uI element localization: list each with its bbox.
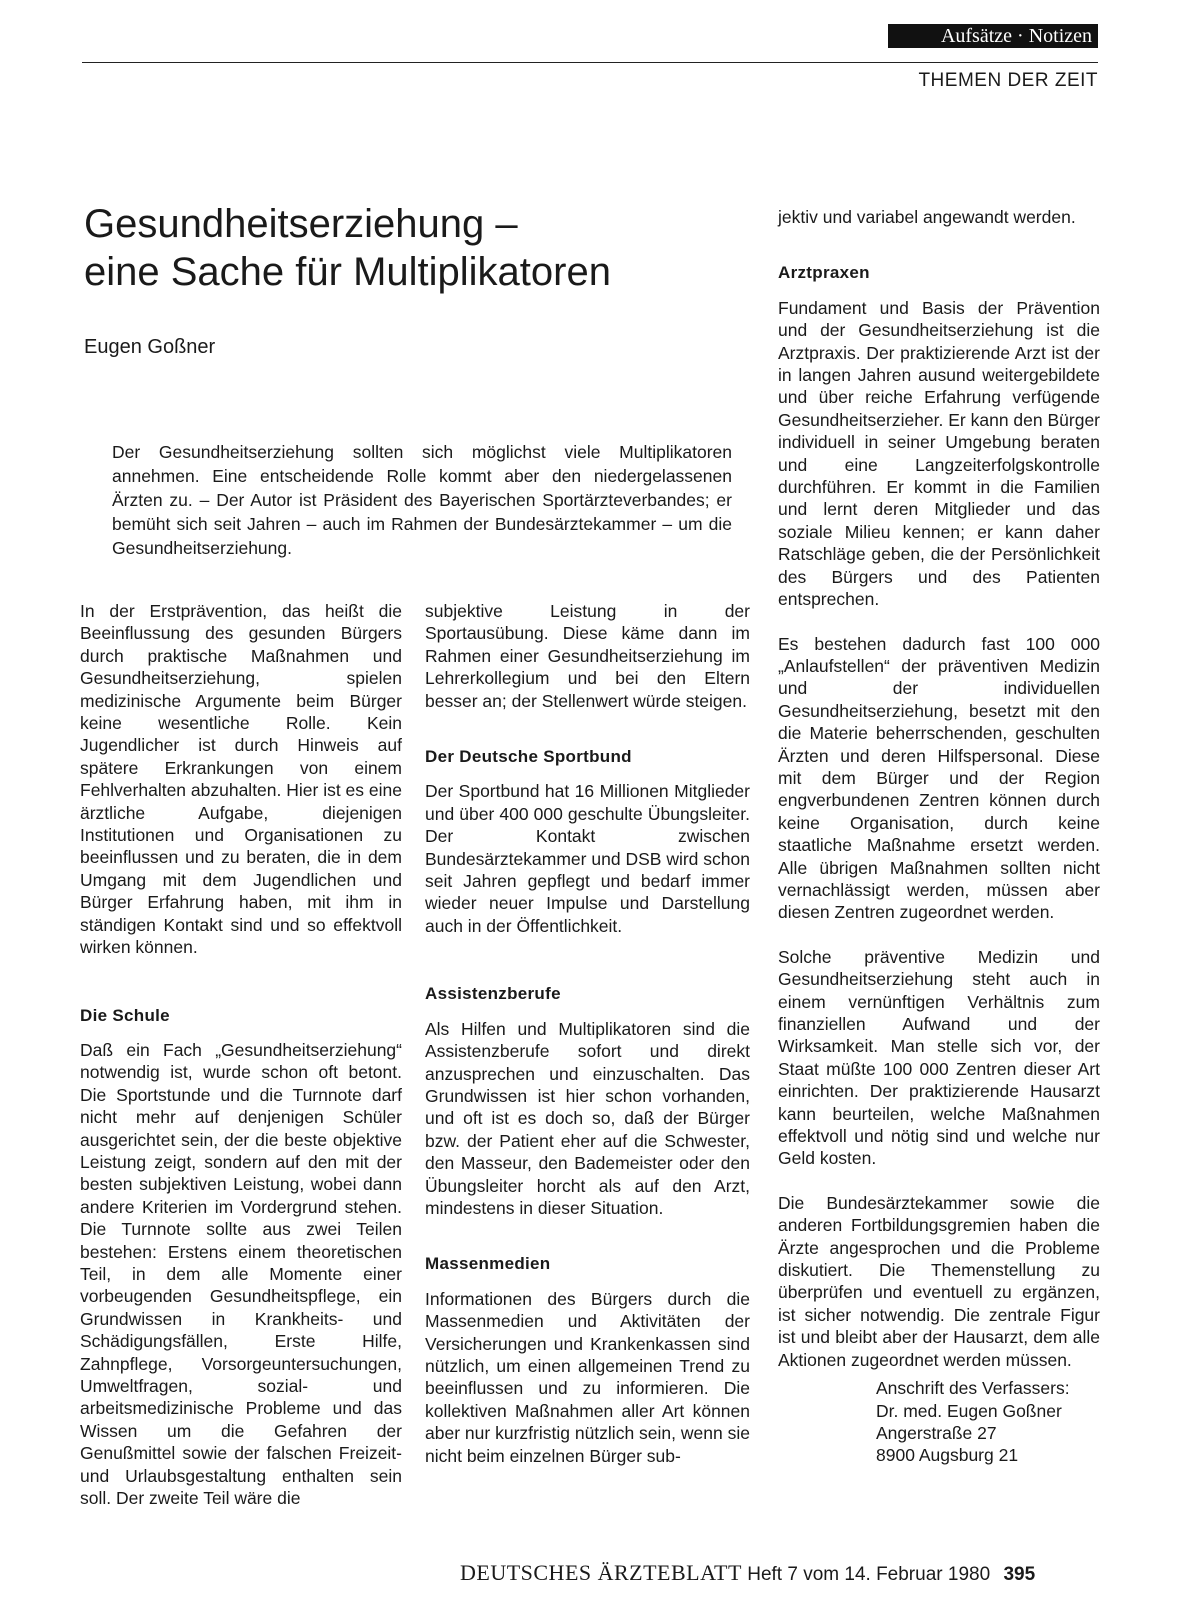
section-heading-massenmedien: Massenmedien: [425, 1254, 551, 1274]
section-heading-sportbund: Der Deutsche Sportbund: [425, 747, 632, 767]
rubric-label: Aufsätze · Notizen: [888, 24, 1098, 48]
schule-paragraph: Daß ein Fach „Gesundheitserziehung“ notwendig ist, wurde schon oft betont. Die Sportstunde und die Turnnote darf nicht mehr auf denjenigen Schüler ausgerichtet sein, der die beste objektive Leistung zeigt, sondern auf den mit der besten subjektiven Leistung, wobei dann andere Kriterien im Vordergrund stehen. Die Turnnote sollte aus zwei Teilen bestehen: Erstens einem theoretischen Teil, in dem alle Momente einer vorbeugenden Gesundheitspflege, ein Grundwissen in Krankheits- und Schädigungsfällen, Erste Hilfe, Zahnpflege, Vorsorgeuntersuchungen, Umweltfragen, sozial- und arbeitsmedizinische Probleme und das Wissen um die Gefahren der Genußmittel sowie der falschen Freizeit- und Urlaubsgestaltung enthalten sein soll. Der zweite Teil wäre die: [80, 1039, 402, 1509]
article-title: [84, 200, 724, 296]
address-street: Angerstraße 27: [876, 1422, 997, 1443]
arztpraxen-paragraph-1: Fundament und Basis der Prävention und der Gesundheitserziehung ist die Arztpraxis. Der praktizierende Arzt ist der in langen Jahren ausund weitergebildete und über reiche Erfahrung verfügende Gesundheitserzieher. Er kann den Bürger individuell in seiner Umgebung beraten und eine Langzeiterfolgskontrolle durchführen. Er kommt in die Familien und lernt deren Mitglieder und das soziale Milieu kennen; er kann daher Ratschläge geben, die der Persönlichkeit des Bürgers und des Patienten entsprechen.: [778, 297, 1100, 610]
title-line-1: Gesundheitserziehung –: [84, 202, 518, 246]
title-line-2: eine Sache für Multiplikatoren: [84, 250, 611, 294]
massenmedien-continued: jektiv und variabel angewandt werden.: [778, 207, 1076, 227]
article-author: Eugen Goßner: [84, 336, 216, 358]
page-number: 395: [1003, 1564, 1036, 1585]
column-middle: [425, 600, 750, 1467]
address-city: 8900 Augsburg 21: [876, 1445, 1019, 1466]
author-address: [778, 1377, 1100, 1467]
header-rule: [82, 62, 1098, 63]
arztpraxen-paragraph-4: Die Bundesärztekammer sowie die anderen Fortbildungsgremien haben die Ärzte angesprochen und die Probleme diskutiert. Die Themenstellung zu überprüfen und eventuell zu ergänzen, ist sicher notwendig. Die zentrale Figur ist und bleibt aber der Hausarzt, dem alle Aktionen zugeordnet werden müssen.: [778, 1192, 1100, 1370]
massenmedien-paragraph: Informationen des Bürgers durch die Massenmedien und Aktivitäten der Versicherungen und Krankenkassen sind nützlich, um einen allgemeinen Trend zu beeinflussen und zu informieren. Die kollektiven Maßnahmen aller Art können aber nur kurzfristig nützlich sein, wenn sie nicht beim einzelnen Bürger sub-: [425, 1288, 750, 1466]
section-heading: THEMEN DER ZEIT: [918, 70, 1098, 91]
magazine-name: DEUTSCHES ÄRZTEBLATT: [460, 1560, 742, 1585]
schule-continued: subjektive Leistung in der Sportausübung. Diese käme dann im Rahmen einer Gesundheitserziehung im Lehrerkollegium und bei den Eltern besser an; der Stellenwert würde steigen.: [425, 601, 750, 711]
issue-info: Heft 7 vom 14. Februar 1980: [747, 1564, 991, 1585]
section-heading-assistenz: Assistenzberufe: [425, 984, 561, 1004]
arztpraxen-paragraph-3: Solche präventive Medizin und Gesundheitserziehung steht auch in einem vernünftigen Verhältnis zum finanziellen Aufwand und der Wirksamkeit. Man stelle sich vor, der Staat müßte 100 000 Zentren dieser Art einrichten. Der praktizierende Hausarzt kann beurteilen, welche Maßnahmen effektvoll und nötig sind und welche nur Geld kosten.: [778, 946, 1100, 1169]
address-name: Dr. med. Eugen Goßner: [876, 1400, 1062, 1421]
column-right: [778, 206, 1100, 1467]
page-footer: [460, 1560, 1098, 1586]
assistenz-paragraph: Als Hilfen und Multiplikatoren sind die Assistenzberufe sofort und direkt anzusprechen und einzuschalten. Das Grundwissen ist hier schon vorhanden, und oft ist es doch so, daß der Bürger bzw. der Patient eher auf die Schwester, den Masseur, den Bademeister oder den Übungsleiter horcht als auf den Arzt, mindestens in dieser Situation.: [425, 1018, 750, 1218]
section-heading-schule: Die Schule: [80, 1005, 170, 1025]
sportbund-paragraph: Der Sportbund hat 16 Millionen Mitglieder und über 400 000 geschulte Übungsleiter. Der Kontakt zwischen Bundesärztekammer und DSB wird schon seit Jahren gepflegt und bedarf immer wieder neuer Impulse und Darstellung auch in der Öffentlichkeit.: [425, 781, 750, 936]
intro-paragraph: In der Erstprävention, das heißt die Beeinflussung des gesunden Bürgers durch praktische Maßnahmen und Gesundheitserziehung, spielen medizinische Argumente beim Bürger keine wesentliche Rolle. Kein Jugendlicher ist durch Hinweis auf spätere Erkrankungen von einem Fehlverhalten abzuhalten. Hier ist es eine ärztliche Aufgabe, diejenigen Institutionen und Organisationen zu beeinflussen und zu beraten, die in dem Umgang mit dem Jugendlichen und Bürger Erfahrung haben, mit ihm in ständigen Kontakt sind und so effektvoll wirken können.: [80, 601, 402, 958]
column-left: [80, 600, 402, 1509]
section-heading-arztpraxen: Arztpraxen: [778, 263, 870, 283]
article-lead: Der Gesundheitserziehung sollten sich möglichst viele Multiplikatoren annehmen. Eine entscheidende Rolle kommt aber den niedergelassenen Ärzten zu. – Der Autor ist Präsident des Bayerischen Sportärzteverbandes; er bemüht sich seit Jahren – auch im Rahmen der Bundesärztekammer – um die Gesundheitserziehung.: [112, 442, 732, 558]
address-label: Anschrift des Verfassers:: [876, 1378, 1070, 1399]
arztpraxen-paragraph-2: Es bestehen dadurch fast 100 000 „Anlaufstellen“ der präventiven Medizin und der individuellen Gesundheitserziehung, besetzt mit den die Materie beherrschenden, geschulten Ärzten und deren Hilfspersonal. Diese mit dem Bürger und der Region engverbundenen Zentren können durch keine Organisation, durch keine staatliche Maßnahme ersetzt werden. Alle übrigen Maßnahmen sollten nicht vernachlässigt werden, müssen aber diesen Zentren zugeordnet werden.: [778, 633, 1100, 923]
